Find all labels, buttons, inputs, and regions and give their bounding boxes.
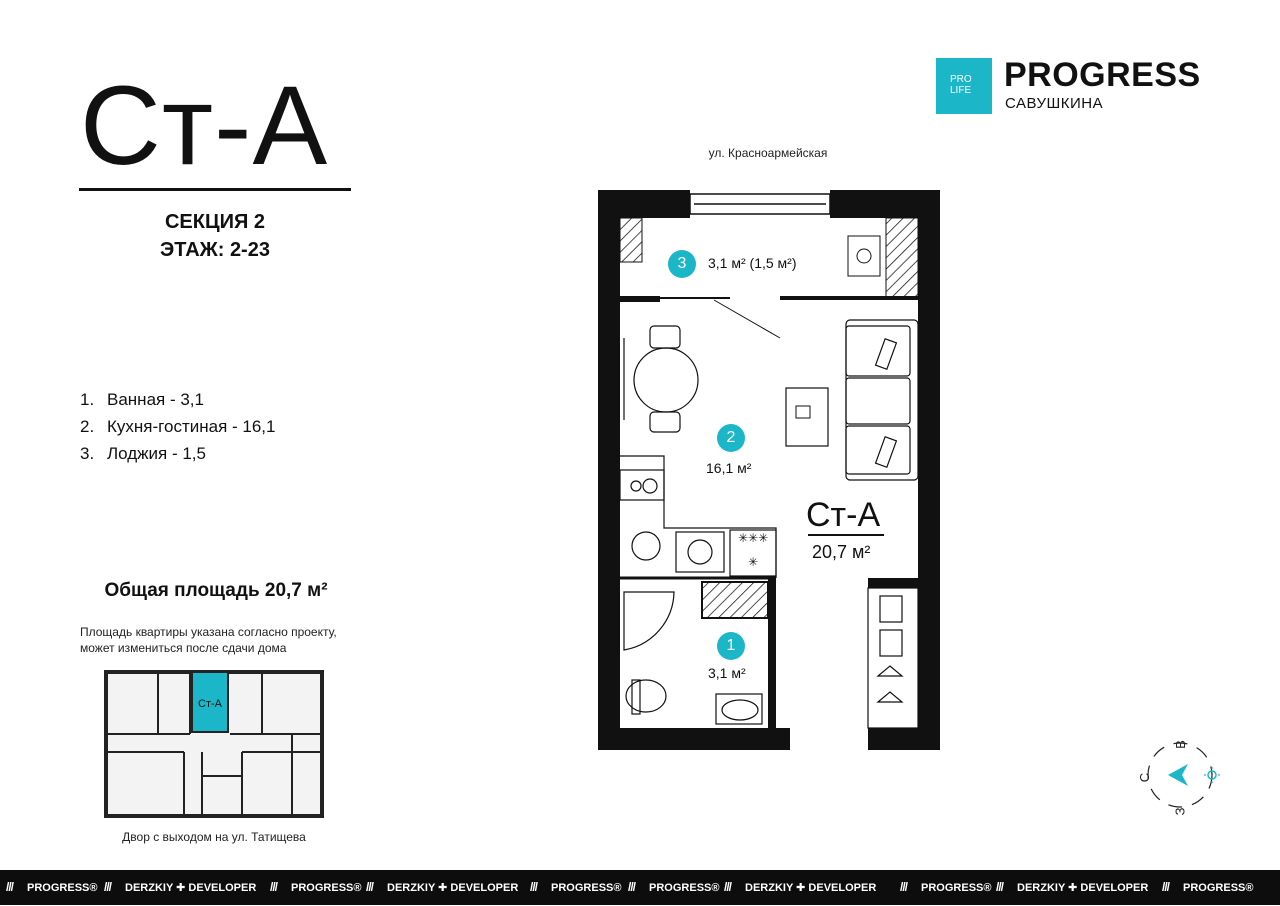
street-label-top: ул. Красноармейская — [708, 146, 828, 160]
apartment-total-area-on-plan: 20,7 м² — [812, 542, 871, 562]
brand-name: PROGRESS — [1004, 56, 1201, 94]
footer-item: /// PROGRESS® — [1162, 880, 1254, 894]
room2-badge: 2 — [717, 424, 745, 452]
wardrobe — [868, 588, 918, 728]
key-plan-highlight-label: Ст-А — [198, 698, 222, 710]
section-label: СЕКЦИЯ 2 — [164, 211, 266, 233]
window-top — [690, 194, 830, 214]
apartment-code-on-plan: Ст-А — [806, 496, 881, 534]
room1-area: 3,1 м² — [708, 665, 746, 681]
compass-east: В — [1172, 740, 1188, 749]
yard-label: Двор с выходом на ул. Татищева — [122, 830, 306, 844]
floor-range-label: ЭТАЖ: 2-23 — [160, 239, 270, 261]
apartment-code-divider — [808, 534, 884, 536]
room-list-item: 1. Ванная - 3,1 — [80, 390, 204, 409]
compass-west: З — [1172, 807, 1188, 816]
title-divider — [79, 188, 351, 191]
footer-bar — [0, 870, 1280, 905]
footer-item: /// DERZKIY ✚ DEVELOPER — [104, 880, 257, 894]
total-area: Общая площадь 20,7 м² — [104, 580, 328, 601]
key-plan — [100, 668, 330, 820]
footer-item: /// PROGRESS® — [530, 880, 622, 894]
prolife-logo-badge: PRO LIFE — [936, 58, 992, 114]
compass-north: С — [1137, 772, 1153, 783]
footer-item: /// DERZKIY ✚ DEVELOPER — [366, 880, 519, 894]
area-disclaimer: Площадь квартиры указана согласно проекту, может измениться после сдачи дома — [80, 625, 337, 655]
room2-area: 16,1 м² — [706, 460, 752, 476]
brand-subtitle: САВУШКИНА — [1005, 95, 1104, 112]
room-list-item: 3. Лоджия - 1,5 — [80, 444, 206, 463]
room-list-item: 2. Кухня-гостиная - 16,1 — [80, 417, 276, 436]
svg-text:✳: ✳ — [748, 555, 759, 569]
svg-text:✳✳✳: ✳✳✳ — [738, 531, 769, 545]
footer-item: /// DERZKIY ✚ DEVELOPER — [996, 880, 1149, 894]
room3-area: 3,1 м² (1,5 м²) — [708, 255, 797, 271]
sofa — [846, 320, 918, 480]
rooms-list — [80, 386, 275, 467]
footer-item: /// DERZKIY ✚ DEVELOPER — [724, 880, 877, 894]
footer-item: /// PROGRESS® — [6, 880, 98, 894]
room1-badge: 1 — [717, 632, 745, 660]
footer-item: /// PROGRESS® — [270, 880, 362, 894]
footer-item: /// PROGRESS® — [900, 880, 992, 894]
footer-item: /// PROGRESS® — [628, 880, 720, 894]
apartment-code-title: Ст-А — [80, 63, 329, 188]
room3-badge: 3 — [668, 250, 696, 278]
dining-table — [624, 326, 698, 432]
